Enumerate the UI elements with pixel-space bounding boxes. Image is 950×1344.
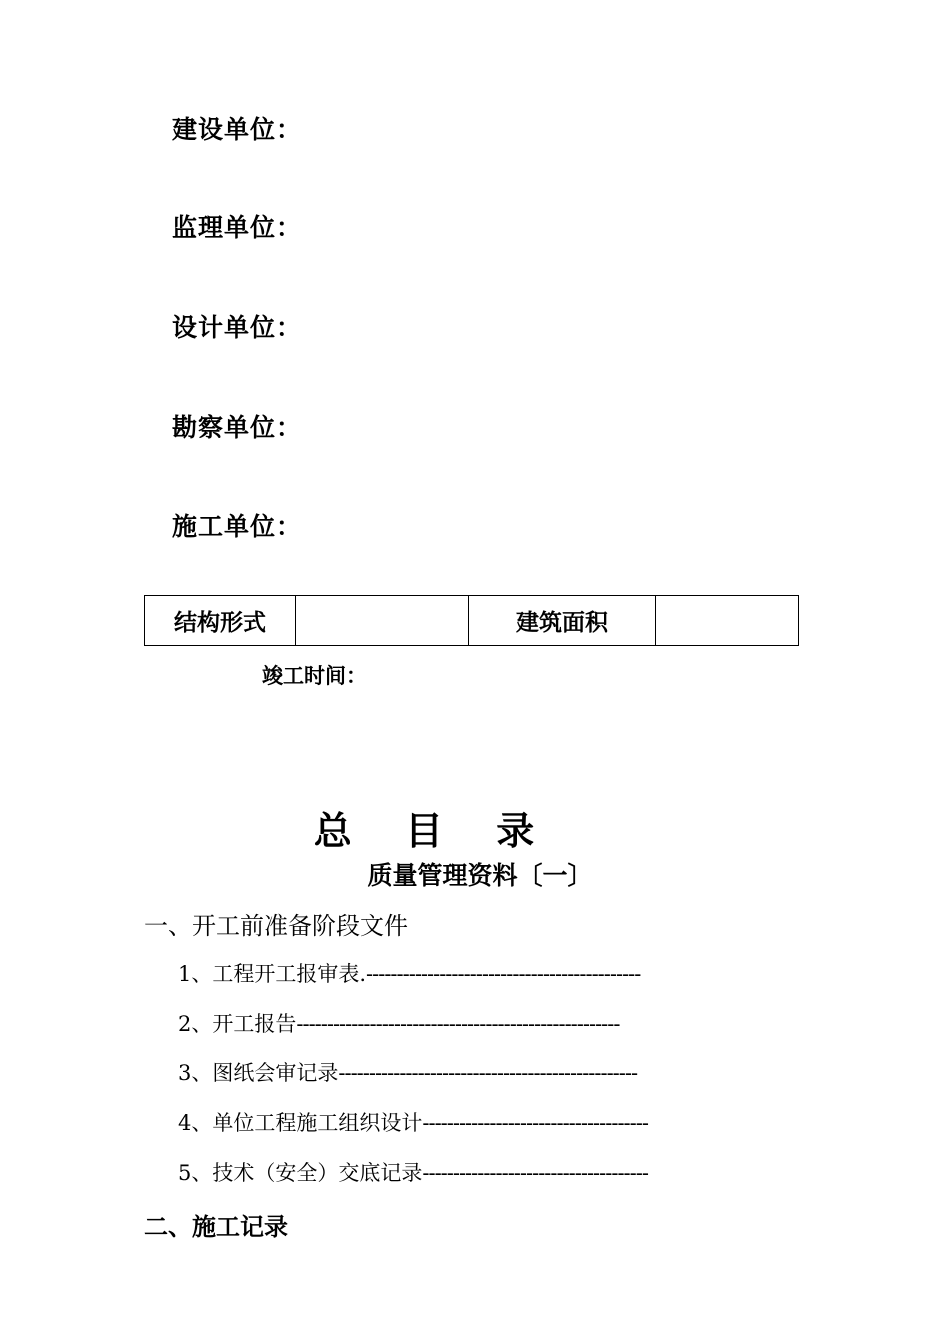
toc-item <box>178 958 758 988</box>
unit-label-design: 设计单位： <box>172 313 303 342</box>
toc-item-label: 4、单位工程施工组织设计 <box>178 1111 423 1135</box>
unit-label-contractor: 施工单位： <box>172 512 303 541</box>
section-heading-preparation: 一、开工前准备阶段文件 <box>144 912 408 940</box>
table-row <box>145 596 799 646</box>
structure-label-cell: 结构形式 <box>145 596 296 646</box>
toc-item <box>178 1008 758 1038</box>
toc-item <box>178 1157 758 1187</box>
toc-item-label: 5、技术（安全）交底记录 <box>178 1161 423 1185</box>
toc-subtitle: 质量管理资料〔一〕 <box>367 861 593 890</box>
toc-item-leader: ------------------------------------- <box>422 1111 648 1135</box>
section-heading-construction-records: 二、施工记录 <box>144 1213 288 1241</box>
unit-label-survey: 勘察单位： <box>172 413 303 442</box>
area-value-cell <box>656 596 799 646</box>
project-info-table <box>144 595 799 646</box>
toc-item-label: 2、开工报告 <box>178 1012 297 1036</box>
toc-item-leader: ------------------------------------- <box>422 1161 648 1185</box>
completion-time-label: 竣工时间： <box>262 664 367 688</box>
unit-label-construction: 建设单位： <box>172 115 303 144</box>
toc-item <box>178 1057 758 1087</box>
toc-item-leader: ----------------------------------------------------- <box>296 1012 620 1036</box>
toc-title: 总 目 录 <box>313 809 555 853</box>
area-label-cell: 建筑面积 <box>469 596 656 646</box>
toc-item <box>178 1107 758 1137</box>
toc-item-label: 3、图纸会审记录 <box>178 1061 339 1085</box>
unit-label-supervision: 监理单位： <box>172 213 303 242</box>
toc-item-label: 1、工程开工报审表. <box>178 962 367 986</box>
toc-item-leader: --------------------------------------------- <box>366 962 641 986</box>
structure-value-cell <box>296 596 469 646</box>
toc-item-leader: ------------------------------------------------- <box>338 1061 638 1085</box>
